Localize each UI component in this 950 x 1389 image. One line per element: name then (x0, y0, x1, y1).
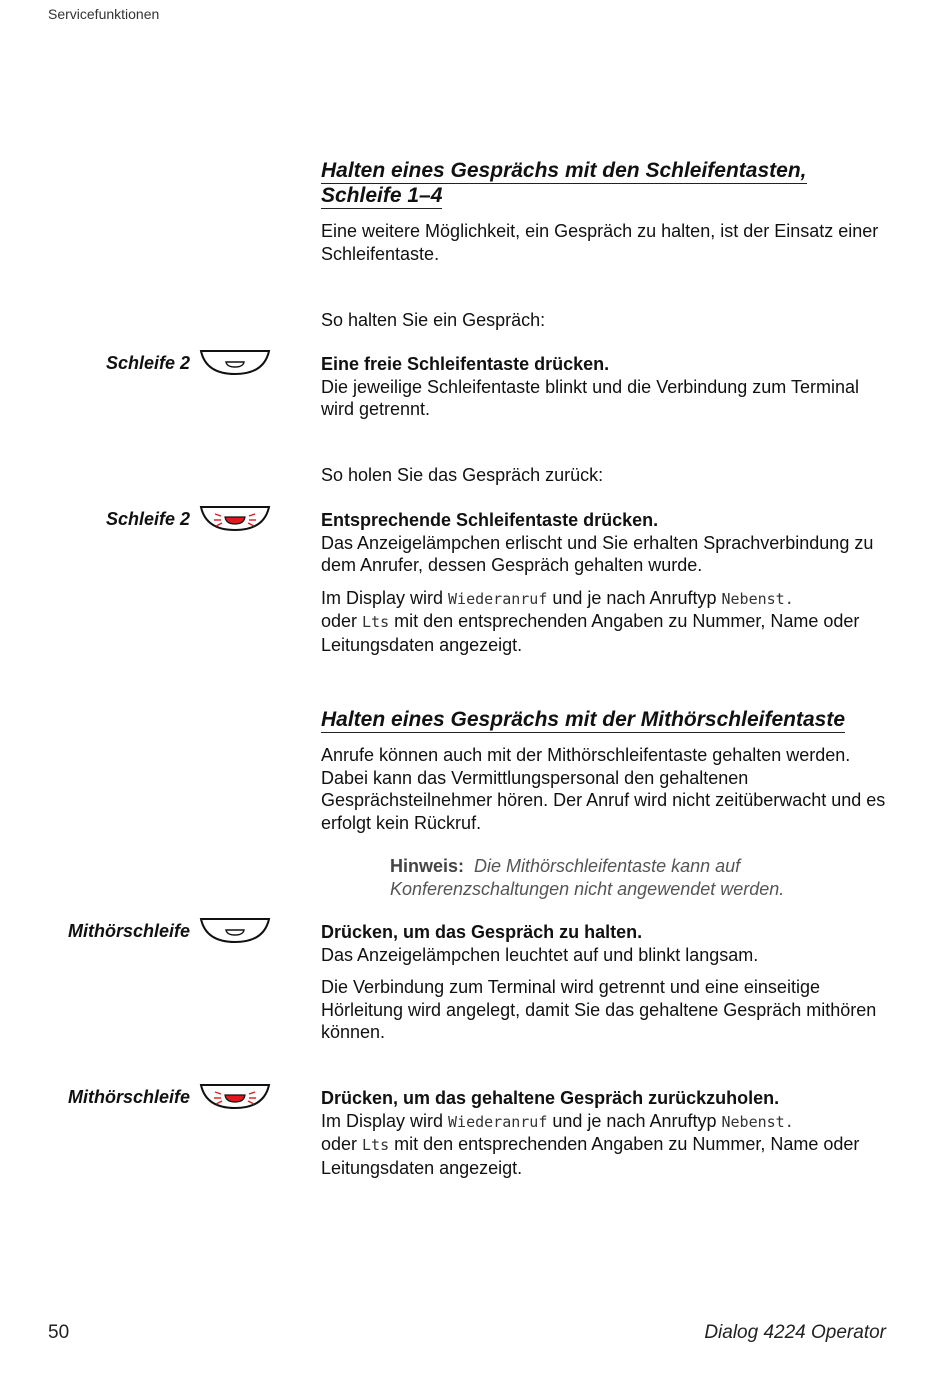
hold-step (321, 353, 891, 421)
retrieve-step-instruction: Entsprechende Schleifentaste drücken. (321, 510, 659, 530)
page-number: 50 (48, 1322, 70, 1343)
section2-intro: Anrufe können auch mit der Mithörschleifentaste gehalten werden. Dabei kann das Vermittlungspersonal den gehaltenen Gesprächsteilnehmer hören. Der Anruf wird nicht zeitüberwacht und es erfolgt kein Rückruf. (321, 745, 886, 833)
monitor-retrieve-instruction: Drücken, um das gehaltene Gespräch zurückzuholen. (321, 1088, 780, 1108)
retrieve-step-text: Das Anzeigelämpchen erlischt und Sie erhalten Sprachverbindung zu dem Anrufer, dessen Gespräch gehalten wurde. (321, 532, 874, 575)
loop-key-off-icon (198, 348, 272, 376)
section2-title: Halten eines Gesprächs mit der Mithörschleifentaste (321, 708, 845, 731)
loop-key-flashing-icon (198, 504, 272, 532)
monitor-hold-step (321, 921, 891, 1044)
hold-heading: So halten Sie ein Gespräch: (321, 310, 546, 330)
retrieve-heading: So holen Sie das Gespräch zurück: (321, 465, 604, 485)
retrieve-step (321, 509, 891, 656)
display-code-nebenst-2: Nebenst. (721, 1112, 794, 1131)
hold-step-instruction: Eine freie Schleifentaste drücken. (321, 354, 610, 374)
monitor-hold-instruction: Drücken, um das Gespräch zu halten. (321, 922, 643, 942)
display-code-lts-2: Lts (362, 1136, 390, 1154)
key-label-mithoerschleife-retrieve: Mithörschleife (67, 1087, 190, 1107)
section1-title: Halten eines Gesprächs mit den Schleifentasten, Schleife 1–4 (321, 159, 807, 207)
monitor-retrieve-display-text: Im Display wird Wiederanruf und je nach Anruftyp Nebenst. oder Lts mit den entsprechenden Angaben zu Nummer, Name oder Leitungsdaten angezeigt. (321, 1110, 860, 1178)
display-code-nebenst: Nebenst. (721, 589, 794, 608)
note-text: Die Mithörschleifentaste kann auf Konferenzschaltungen nicht angewendet werden. (390, 856, 785, 899)
key-label-schleife-2-retrieve: Schleife 2 (105, 509, 190, 529)
manual-title: Dialog 4224 Operator (704, 1322, 886, 1343)
note-label: Hinweis: (390, 856, 465, 876)
display-code-wiederanruf: Wiederanruf (448, 589, 548, 608)
display-code-wiederanruf-2: Wiederanruf (448, 1112, 548, 1131)
monitor-loop-key-flashing-icon (198, 1082, 272, 1110)
key-label-schleife-2: Schleife 2 (105, 353, 190, 373)
hold-step-text: Die jeweilige Schleifentaste blinkt und die Verbindung zum Terminal wird getrennt. (321, 376, 859, 419)
key-label-mithoerschleife: Mithörschleife (67, 921, 190, 941)
section1-intro: Eine weitere Möglichkeit, ein Gespräch zu halten, ist der Einsatz einer Schleifentaste. (321, 221, 879, 264)
display-code-lts: Lts (362, 613, 390, 631)
retrieve-step-display-text: Im Display wird Wiederanruf und je nach Anruftyp Nebenst. oder Lts mit den entsprechenden Angaben zu Nummer, Name oder Leitungsdaten angezeigt. (321, 587, 860, 655)
monitor-retrieve-step (321, 1087, 891, 1179)
running-header: Servicefunktionen (48, 6, 160, 22)
monitor-loop-key-off-icon (198, 916, 272, 944)
note-hinweis (390, 855, 890, 900)
monitor-hold-text2: Die Verbindung zum Terminal wird getrennt und eine einseitige Hörleitung wird angelegt, damit Sie das gehaltene Gespräch mithören können. (321, 977, 877, 1042)
monitor-hold-text: Das Anzeigelämpchen leuchtet auf und blinkt langsam. (321, 944, 759, 965)
